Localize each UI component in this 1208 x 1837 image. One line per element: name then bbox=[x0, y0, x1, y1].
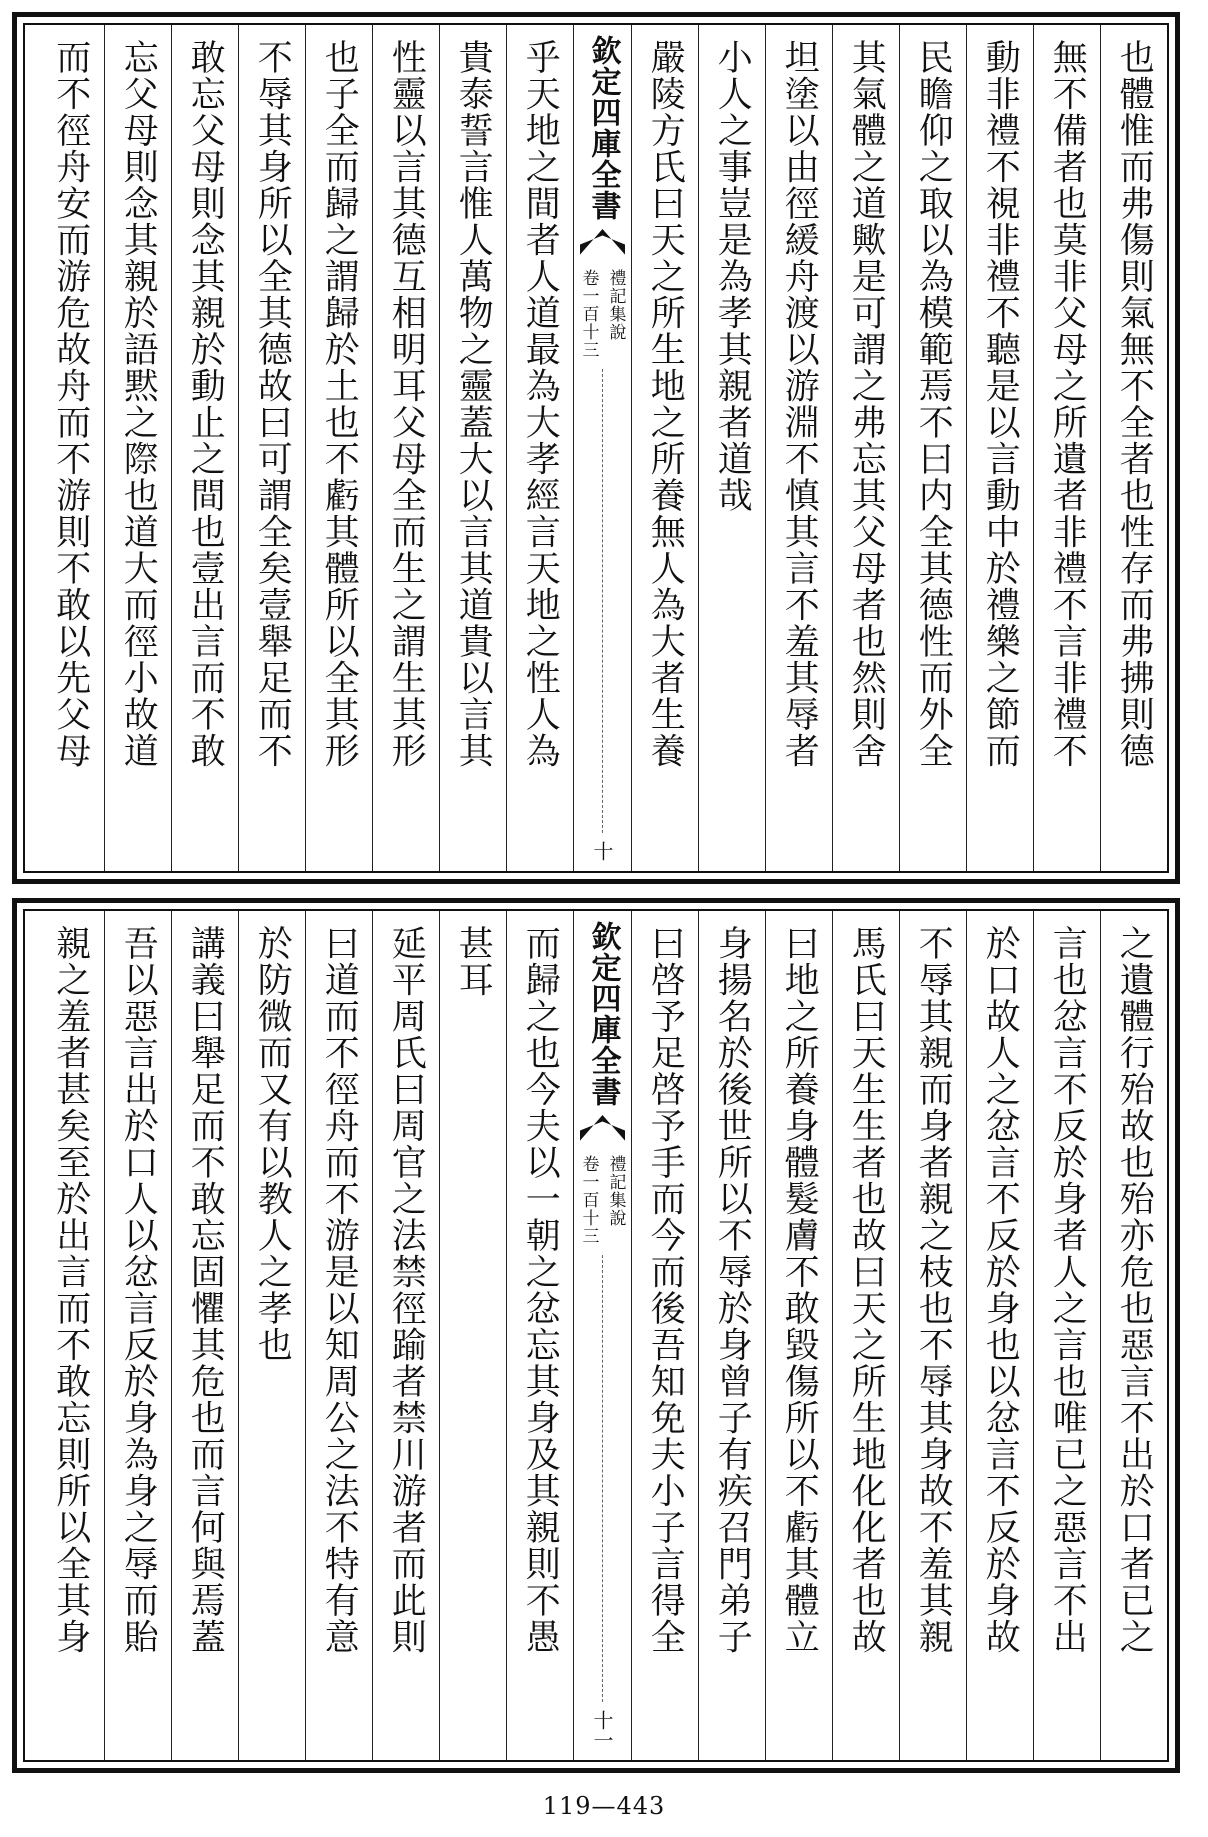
text-column bbox=[104, 25, 171, 871]
column-text: 甚耳 bbox=[453, 925, 494, 998]
book-name: 禮記集說 bbox=[605, 269, 626, 341]
column-text: 親之羞者甚矣至於出言而不敢忘則所以全其身 bbox=[50, 925, 91, 1655]
text-column bbox=[698, 911, 765, 1760]
text-column bbox=[104, 911, 171, 1760]
column-text: 而歸之也今夫以一朝之忿忘其身及其親則不愚 bbox=[520, 925, 561, 1655]
fold-divider bbox=[602, 369, 603, 833]
text-column bbox=[765, 911, 832, 1760]
column-text: 民瞻仰之取以為模範焉不曰内全其德性而外全 bbox=[913, 39, 954, 769]
fishtail-mark-icon bbox=[580, 229, 626, 255]
column-text: 無不備者也莫非父母之所遺者非禮不言非禮不 bbox=[1047, 39, 1088, 769]
volume-label bbox=[577, 269, 629, 359]
text-column bbox=[1033, 911, 1100, 1760]
text-column bbox=[698, 25, 765, 871]
fold-divider bbox=[602, 1255, 603, 1702]
column-text: 講義曰舉足而不敢忘固懼其危也而言何與焉蓋 bbox=[185, 925, 226, 1655]
column-text: 坦塗以由徑緩舟渡以游淵不慎其言不羞其辱者 bbox=[779, 39, 820, 769]
column-text: 忘父母則念其親於語黙之際也道大而徑小故道 bbox=[118, 39, 159, 769]
text-column bbox=[832, 911, 899, 1760]
column-text: 吾以惡言出於口人以忿言反於身為身之辱而貽 bbox=[118, 925, 159, 1655]
text-column bbox=[506, 25, 573, 871]
text-column bbox=[37, 25, 104, 871]
column-text: 貴泰誓言惟人萬物之靈蓋大以言其道貴以言其 bbox=[453, 39, 494, 769]
column-text: 身揚名於後世所以不辱於身曾子有疾召門弟子 bbox=[712, 925, 753, 1655]
column-text: 小人之事豈是為孝其親者道哉 bbox=[712, 39, 753, 514]
text-column bbox=[439, 25, 506, 871]
bottom-page-panel bbox=[12, 898, 1180, 1773]
text-column bbox=[631, 911, 698, 1760]
center-fold-column bbox=[573, 25, 631, 871]
column-text: 乎天地之間者人道最為大孝經言天地之性人為 bbox=[520, 39, 561, 769]
folio-number: 十 bbox=[590, 841, 614, 861]
column-text: 而不徑舟安而游危故舟而不游則不敢以先父母 bbox=[50, 39, 91, 769]
column-text: 曰道而不徑舟而不游是以知周公之法不特有意 bbox=[319, 925, 360, 1655]
text-column bbox=[899, 25, 966, 871]
text-column bbox=[765, 25, 832, 871]
text-column bbox=[238, 911, 305, 1760]
column-text: 也體惟而弗傷則氣無不全者也性存而弗拂則德 bbox=[1114, 39, 1155, 769]
center-fold-column bbox=[573, 911, 631, 1760]
column-text: 言也忿言不反於身者人之言也唯已之惡言不出 bbox=[1047, 925, 1088, 1655]
book-title: 欽定四庫全書 bbox=[585, 921, 621, 1107]
column-text: 曰地之所養身體髮膚不敢毀傷所以不虧其體立 bbox=[779, 925, 820, 1655]
top-page-panel bbox=[12, 12, 1180, 884]
text-column bbox=[832, 25, 899, 871]
text-column bbox=[899, 911, 966, 1760]
text-column bbox=[171, 25, 238, 871]
text-column bbox=[305, 25, 372, 871]
volume-label bbox=[577, 1155, 629, 1245]
column-text: 馬氏曰天生生者也故曰天之所生地化化者也故 bbox=[846, 925, 887, 1655]
column-text: 延平周氏曰周官之法禁徑踰者禁川游者而此則 bbox=[386, 925, 427, 1655]
column-text: 曰啓予足啓予手而今而後吾知免夫小子言得全 bbox=[645, 925, 686, 1655]
bottom-page-frame bbox=[23, 909, 1169, 1762]
text-column bbox=[966, 911, 1033, 1760]
folio-number: 十一 bbox=[590, 1710, 614, 1750]
top-page-frame bbox=[23, 23, 1169, 873]
book-title: 欽定四庫全書 bbox=[585, 35, 621, 221]
volume-number: 卷一百十三 bbox=[578, 1155, 599, 1245]
column-text: 嚴陵方氏曰天之所生地之所養無人為大者生養 bbox=[645, 39, 686, 769]
column-text: 不辱其親而身者親之枝也不辱其身故不羞其親 bbox=[913, 925, 954, 1655]
text-column bbox=[37, 911, 104, 1760]
text-column bbox=[1033, 25, 1100, 871]
column-text: 也子全而歸之謂歸於土也不虧其體所以全其形 bbox=[319, 39, 360, 769]
column-text: 不辱其身所以全其德故曰可謂全矣壹舉足而不 bbox=[252, 39, 293, 769]
column-text: 性靈以言其德互相明耳父母全而生之謂生其形 bbox=[386, 39, 427, 769]
column-text: 於口故人之忿言不反於身也以忿言不反於身故 bbox=[980, 925, 1021, 1655]
text-column bbox=[372, 25, 439, 871]
column-text: 動非禮不視非禮不聽是以言動中於禮樂之節而 bbox=[980, 39, 1021, 769]
column-text: 其氣體之道歟是可謂之弗忘其父母者也然則舍 bbox=[846, 39, 887, 769]
text-column bbox=[1100, 25, 1167, 871]
text-column bbox=[171, 911, 238, 1760]
volume-number: 卷一百十三 bbox=[578, 269, 599, 359]
text-column bbox=[506, 911, 573, 1760]
text-column bbox=[1100, 911, 1167, 1760]
page-number: 119—443 bbox=[542, 1792, 666, 1820]
text-column bbox=[631, 25, 698, 871]
column-text: 敢忘父母則念其親於動止之間也壹出言而不敢 bbox=[185, 39, 226, 769]
text-column bbox=[305, 911, 372, 1760]
column-text: 之遺體行殆故也殆亦危也惡言不出於口者已之 bbox=[1114, 925, 1155, 1655]
text-column bbox=[372, 911, 439, 1760]
book-name: 禮記集說 bbox=[605, 1155, 626, 1227]
column-text: 於防微而又有以教人之孝也 bbox=[252, 925, 293, 1363]
text-column bbox=[439, 911, 506, 1760]
text-column bbox=[238, 25, 305, 871]
text-column bbox=[966, 25, 1033, 871]
fishtail-mark-icon bbox=[580, 1115, 626, 1141]
